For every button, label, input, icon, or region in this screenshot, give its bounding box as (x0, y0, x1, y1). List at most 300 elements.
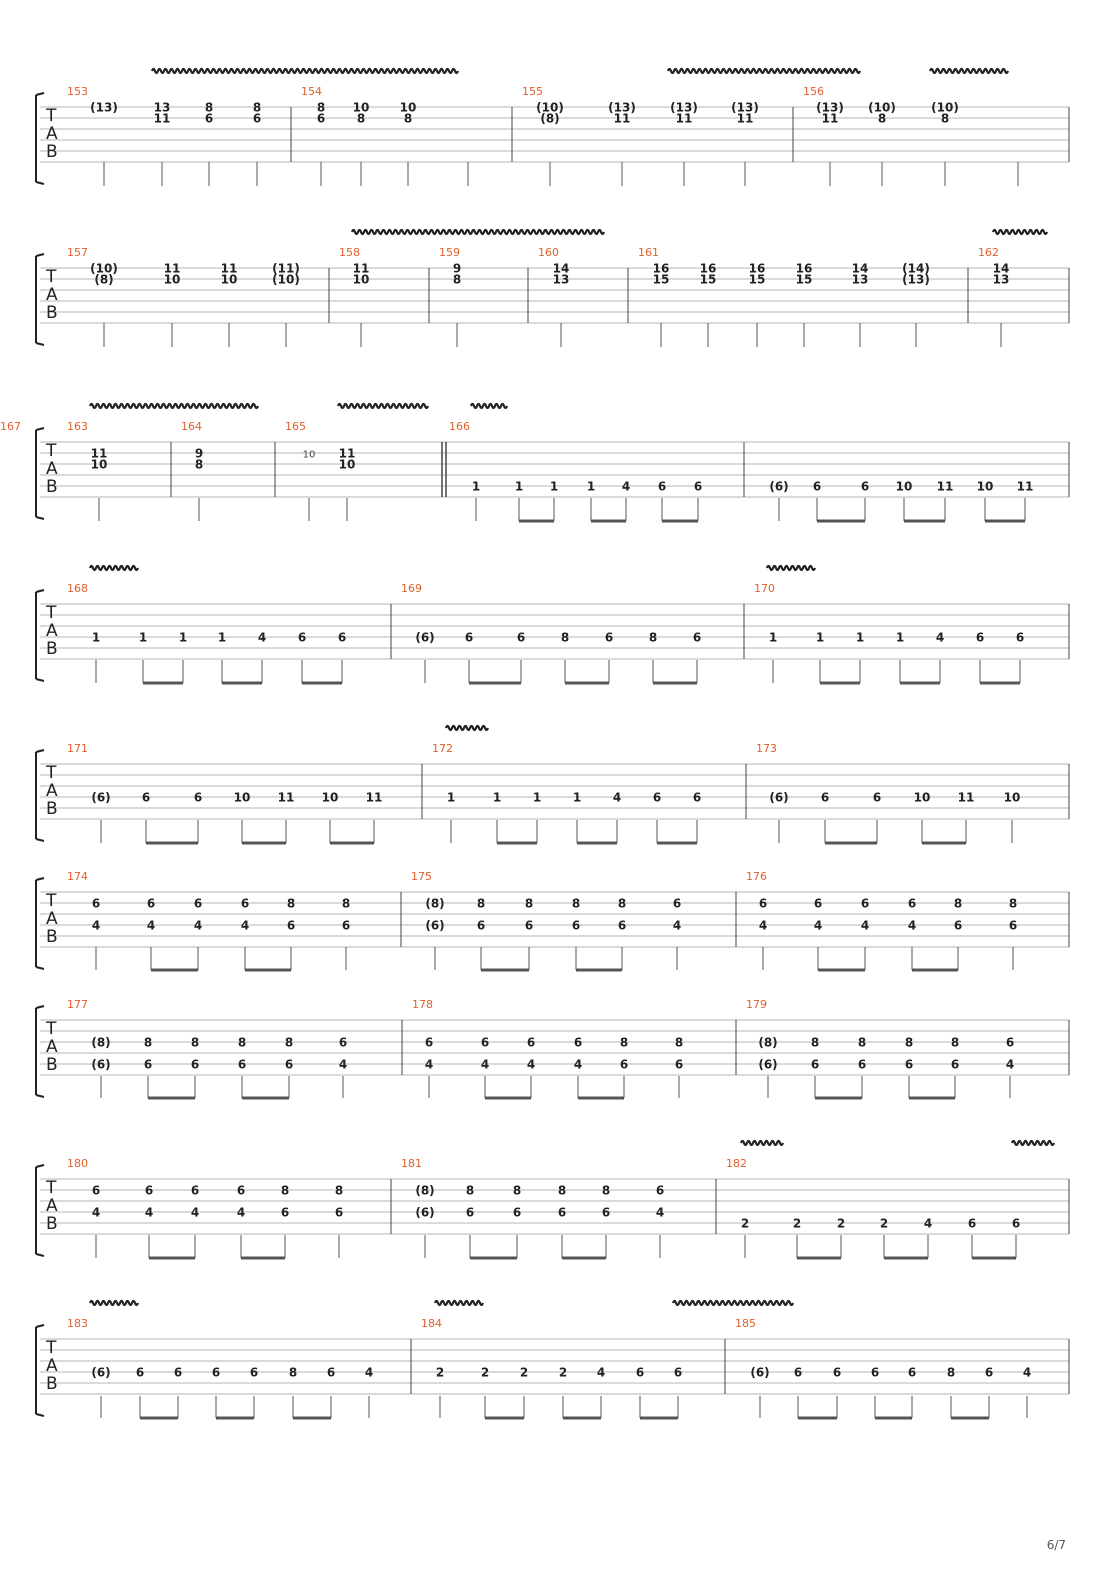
fret-number: 6 (338, 1035, 348, 1050)
fret-number: 8 (280, 1183, 290, 1198)
fret-number: 8 (953, 896, 963, 911)
fret-number: 6 (601, 1205, 611, 1220)
measure-number: 160 (538, 246, 559, 259)
fret-number: 16 (748, 261, 766, 276)
fret-number: 13 (992, 272, 1010, 287)
fret-number: 6 (557, 1205, 567, 1220)
fret-number: 4 (91, 918, 101, 933)
fret-number: (6) (750, 1365, 770, 1380)
fret-number: (6) (425, 918, 445, 933)
fret-number: 6 (236, 1183, 246, 1198)
fret-number: 13 (552, 272, 570, 287)
measure-number: 166 (449, 420, 470, 433)
fret-number: (13) (90, 100, 118, 115)
fret-number: 11 (1016, 479, 1034, 494)
fret-number: 6 (1011, 1216, 1021, 1231)
fret-number: 6 (193, 896, 203, 911)
fret-number: 11 (220, 261, 238, 276)
measure-number: 175 (411, 870, 432, 883)
vibrato-mark (767, 566, 815, 570)
fret-number: 14 (992, 261, 1010, 276)
fret-number: 10 (90, 457, 108, 472)
fret-number: 1 (91, 630, 101, 645)
fret-number: 13 (851, 272, 869, 287)
fret-number: 6 (793, 1365, 803, 1380)
fret-number: (10) (90, 261, 118, 276)
fret-number: 6 (516, 630, 526, 645)
fret-number: 16 (652, 261, 670, 276)
fret-number: 8 (316, 100, 326, 115)
fret-number: 6 (571, 918, 581, 933)
fret-number: 8 (452, 272, 462, 287)
fret-number: 6 (813, 896, 823, 911)
fret-number: 15 (795, 272, 813, 287)
fret-number: 6 (1015, 630, 1025, 645)
fret-number: 6 (907, 896, 917, 911)
fret-number: 6 (635, 1365, 645, 1380)
measure-number: 163 (67, 420, 88, 433)
fret-number: 11 (736, 111, 754, 126)
fret-number: 4 (907, 918, 917, 933)
vibrato-mark (90, 1301, 138, 1305)
tab-clef-letter: T (46, 267, 57, 287)
tab-clef-letter: A (46, 1196, 58, 1216)
measure-number: 174 (67, 870, 88, 883)
fret-number: 4 (621, 479, 631, 494)
fret-number: 6 (135, 1365, 145, 1380)
fret-number: 4 (480, 1057, 490, 1072)
tab-clef-letter: B (46, 477, 58, 497)
measure-number: 183 (67, 1317, 88, 1330)
tab-clef-letter: T (46, 1019, 57, 1039)
fret-number: 4 (573, 1057, 583, 1072)
fret-number: 6 (860, 896, 870, 911)
fret-number: 6 (143, 1057, 153, 1072)
fret-number: (10) (536, 100, 564, 115)
fret-number: 6 (870, 1365, 880, 1380)
fret-number: 6 (252, 111, 262, 126)
fret-number: 10 (976, 479, 994, 494)
tab-clef-letter: A (46, 1037, 58, 1057)
tab-clef-letter: T (46, 763, 57, 783)
fret-number: 1 (815, 630, 825, 645)
fret-number: 6 (211, 1365, 221, 1380)
fret-number: (6) (91, 1365, 111, 1380)
tab-clef-letter: T (46, 106, 57, 126)
fret-number: 6 (692, 790, 702, 805)
fret-number: 8 (465, 1183, 475, 1198)
fret-number: 6 (141, 790, 151, 805)
fret-number: 4 (860, 918, 870, 933)
fret-number: 6 (190, 1057, 200, 1072)
fret-number: 2 (435, 1365, 445, 1380)
measure-number: 178 (412, 998, 433, 1011)
tab-clef-letter: B (46, 1374, 58, 1394)
tab-clef-letter: B (46, 927, 58, 947)
measure-number: 168 (67, 582, 88, 595)
tab-clef-letter: A (46, 285, 58, 305)
vibrato-mark (668, 69, 860, 73)
fret-number: 6 (758, 896, 768, 911)
fret-number: 8 (512, 1183, 522, 1198)
measure-number: 185 (735, 1317, 756, 1330)
fret-number: 6 (872, 790, 882, 805)
measure-number: 181 (401, 1157, 422, 1170)
fret-number: 15 (652, 272, 670, 287)
measure-number: 159 (439, 246, 460, 259)
fret-number: 10 (163, 272, 181, 287)
fret-number: 8 (476, 896, 486, 911)
measure-number: 156 (803, 85, 824, 98)
measure-number: 155 (522, 85, 543, 98)
fret-number: 4 (338, 1057, 348, 1072)
fret-number: 4 (193, 918, 203, 933)
fret-number: 16 (795, 261, 813, 276)
fret-number: 6 (953, 918, 963, 933)
fret-number: 6 (464, 630, 474, 645)
fret-number: 4 (240, 918, 250, 933)
fret-number: 8 (617, 896, 627, 911)
fret-number: 6 (692, 630, 702, 645)
fret-number: 1 (572, 790, 582, 805)
fret-number: 8 (619, 1035, 629, 1050)
fret-number: 6 (1005, 1035, 1015, 1050)
measure-number: 172 (432, 742, 453, 755)
measure-number: 182 (726, 1157, 747, 1170)
fret-number: 4 (146, 918, 156, 933)
fret-number: 14 (552, 261, 570, 276)
fret-number: 6 (144, 1183, 154, 1198)
fret-number: 2 (558, 1365, 568, 1380)
fret-number: 6 (316, 111, 326, 126)
fret-number: 8 (601, 1183, 611, 1198)
fret-number: 8 (857, 1035, 867, 1050)
fret-number: 1 (855, 630, 865, 645)
fret-number: (10) (272, 272, 300, 287)
tab-clef-letter: A (46, 781, 58, 801)
fret-number: 4 (612, 790, 622, 805)
fret-number: 8 (877, 111, 887, 126)
fret-number: 15 (748, 272, 766, 287)
fret-number: 14 (851, 261, 869, 276)
measure-number: 162 (978, 246, 999, 259)
fret-number: 11 (338, 446, 356, 461)
fret-number: 16 (699, 261, 717, 276)
fret-number: 1 (586, 479, 596, 494)
fret-number: 6 (146, 896, 156, 911)
fret-number: 13 (153, 100, 171, 115)
fret-number: 8 (571, 896, 581, 911)
measure-number: 165 (285, 420, 306, 433)
fret-number: 6 (1008, 918, 1018, 933)
measure-number: 176 (746, 870, 767, 883)
fret-number: (14) (902, 261, 930, 276)
fret-number: 4 (596, 1365, 606, 1380)
fret-number: 6 (810, 1057, 820, 1072)
fret-number: 2 (879, 1216, 889, 1231)
measure-number: 153 (67, 85, 88, 98)
fret-number: 8 (284, 1035, 294, 1050)
vibrato-mark (152, 69, 458, 73)
fret-number: 6 (604, 630, 614, 645)
fret-number: 4 (190, 1205, 200, 1220)
fret-number: 6 (286, 918, 296, 933)
fret-number: 8 (288, 1365, 298, 1380)
page-number: 6/7 (1046, 1538, 1066, 1552)
fret-number: 8 (1008, 896, 1018, 911)
fret-number: 6 (832, 1365, 842, 1380)
fret-number: 6 (526, 1035, 536, 1050)
fret-number: 11 (352, 261, 370, 276)
fret-number: (8) (758, 1035, 778, 1050)
fret-number: 6 (975, 630, 985, 645)
fret-number: 4 (526, 1057, 536, 1072)
fret-number: 8 (648, 630, 658, 645)
vibrato-mark (435, 1301, 483, 1305)
vibrato-mark (446, 726, 488, 730)
fret-number: 6 (984, 1365, 994, 1380)
fret-number: 11 (277, 790, 295, 805)
tab-clef-letter: A (46, 124, 58, 144)
tab-clef-letter: B (46, 142, 58, 162)
measure-number: 164 (181, 420, 202, 433)
measure-number: 158 (339, 246, 360, 259)
fret-number: 8 (334, 1183, 344, 1198)
fret-number: 4 (144, 1205, 154, 1220)
vibrato-mark (338, 404, 428, 408)
fret-number: 6 (524, 918, 534, 933)
fret-number: (10) (931, 100, 959, 115)
fret-number: 8 (810, 1035, 820, 1050)
fret-number: (13) (670, 100, 698, 115)
fret-number: 8 (904, 1035, 914, 1050)
fret-number: 6 (573, 1035, 583, 1050)
fret-number: 1 (514, 479, 524, 494)
fret-number: 4 (1005, 1057, 1015, 1072)
fret-number: 8 (194, 457, 204, 472)
fret-number: 8 (341, 896, 351, 911)
tab-clef-letter: A (46, 621, 58, 641)
measure-number: 169 (401, 582, 422, 595)
fret-number: (8) (94, 272, 114, 287)
measure-number: 177 (67, 998, 88, 1011)
fret-number: 1 (492, 790, 502, 805)
fret-number: 4 (1022, 1365, 1032, 1380)
fret-number: 11 (675, 111, 693, 126)
fret-number: 6 (652, 790, 662, 805)
fret-number: 11 (365, 790, 383, 805)
fret-number: (6) (91, 1057, 111, 1072)
vibrato-mark (471, 404, 507, 408)
fret-number: 6 (334, 1205, 344, 1220)
fret-number: 8 (190, 1035, 200, 1050)
measure-number: 170 (754, 582, 775, 595)
fret-number: 8 (143, 1035, 153, 1050)
fret-number: 6 (673, 1365, 683, 1380)
fret-number: 1 (532, 790, 542, 805)
fret-number: 6 (812, 479, 822, 494)
measure-number: 167 (0, 420, 21, 433)
fret-number: 4 (236, 1205, 246, 1220)
measure-number: 180 (67, 1157, 88, 1170)
fret-number: 4 (424, 1057, 434, 1072)
fret-number: (8) (415, 1183, 435, 1198)
fret-number: 8 (286, 896, 296, 911)
fret-number: 6 (672, 896, 682, 911)
tab-clef-letter: B (46, 303, 58, 323)
fret-number: 10 (352, 272, 370, 287)
tab-clef-letter: A (46, 1356, 58, 1376)
vibrato-mark (930, 69, 1008, 73)
fret-number: 11 (957, 790, 975, 805)
tab-clef-letter: A (46, 909, 58, 929)
measure-number: 179 (746, 998, 767, 1011)
fret-number: 10 (352, 100, 370, 115)
fret-number: 4 (672, 918, 682, 933)
fret-number: 6 (424, 1035, 434, 1050)
fret-number: 6 (617, 918, 627, 933)
fret-number: 11 (936, 479, 954, 494)
fret-number: 6 (326, 1365, 336, 1380)
fret-number: 6 (476, 918, 486, 933)
fret-number: 6 (619, 1057, 629, 1072)
vibrato-mark (352, 230, 604, 234)
tab-clef-letter: T (46, 1178, 57, 1198)
fret-number: (11) (272, 261, 300, 276)
fret-number: (8) (425, 896, 445, 911)
tab-clef-letter: B (46, 639, 58, 659)
fret-number: 8 (237, 1035, 247, 1050)
fret-number: (6) (758, 1057, 778, 1072)
tab-clef-letter: T (46, 603, 57, 623)
fret-number: 6 (91, 1183, 101, 1198)
measure-number: 154 (301, 85, 322, 98)
fret-number: 8 (940, 111, 950, 126)
fret-number: 11 (153, 111, 171, 126)
measure-number: 173 (756, 742, 777, 755)
fret-number: (8) (540, 111, 560, 126)
fret-number: 10 (895, 479, 913, 494)
fret-number: 1 (446, 790, 456, 805)
fret-number: 2 (519, 1365, 529, 1380)
fret-number: (6) (415, 1205, 435, 1220)
fret-number: (6) (769, 790, 789, 805)
fret-number: 8 (204, 100, 214, 115)
fret-number: 1 (217, 630, 227, 645)
fret-number: 10 (338, 457, 356, 472)
fret-number: 6 (860, 479, 870, 494)
fret-number: 10 (220, 272, 238, 287)
fret-number: 11 (90, 446, 108, 461)
fret-number: 6 (341, 918, 351, 933)
fret-number: 2 (792, 1216, 802, 1231)
fret-number: 11 (821, 111, 839, 126)
fret-number: 4 (813, 918, 823, 933)
fret-number: (13) (608, 100, 636, 115)
fret-number: 6 (967, 1216, 977, 1231)
tab-clef-letter: B (46, 1055, 58, 1075)
vibrato-mark (1012, 1141, 1054, 1145)
fret-number: 10 (399, 100, 417, 115)
vibrato-mark (90, 404, 258, 408)
fret-number: 1 (178, 630, 188, 645)
fret-number: (6) (415, 630, 435, 645)
fret-number: 10 (913, 790, 931, 805)
fret-number: 4 (923, 1216, 933, 1231)
fret-number: 4 (655, 1205, 665, 1220)
fret-number: 1 (549, 479, 559, 494)
fret-number: 10 (1003, 790, 1021, 805)
fret-number: 8 (403, 111, 413, 126)
fret-number: 6 (480, 1035, 490, 1050)
fret-number: 4 (364, 1365, 374, 1380)
fret-number: 4 (935, 630, 945, 645)
fret-number: 4 (758, 918, 768, 933)
fret-number: 6 (465, 1205, 475, 1220)
fret-number: 6 (857, 1057, 867, 1072)
fret-number: 2 (836, 1216, 846, 1231)
fret-number: 15 (699, 272, 717, 287)
tab-clef-letter: T (46, 441, 57, 461)
fret-number: 6 (693, 479, 703, 494)
fret-number: 6 (280, 1205, 290, 1220)
fret-number: 6 (173, 1365, 183, 1380)
fret-number: 10 (302, 449, 316, 461)
fret-number: 6 (904, 1057, 914, 1072)
fret-number: 9 (452, 261, 462, 276)
fret-number: 8 (950, 1035, 960, 1050)
vibrato-mark (993, 230, 1047, 234)
measure-number: 161 (638, 246, 659, 259)
fret-number: 6 (820, 790, 830, 805)
fret-number: 10 (321, 790, 339, 805)
fret-number: 8 (674, 1035, 684, 1050)
fret-number: 8 (356, 111, 366, 126)
fret-number: 1 (138, 630, 148, 645)
fret-number: 6 (337, 630, 347, 645)
fret-number: 11 (613, 111, 631, 126)
fret-number: 4 (91, 1205, 101, 1220)
tab-clef-letter: T (46, 1338, 57, 1358)
fret-number: (13) (902, 272, 930, 287)
fret-number: 6 (249, 1365, 259, 1380)
tab-clef-letter: B (46, 1214, 58, 1234)
vibrato-mark (90, 566, 138, 570)
tab-clef-letter: A (46, 459, 58, 479)
fret-number: 6 (297, 630, 307, 645)
fret-number: 8 (946, 1365, 956, 1380)
fret-number: 6 (237, 1057, 247, 1072)
fret-number: 6 (190, 1183, 200, 1198)
fret-number: 6 (284, 1057, 294, 1072)
fret-number: 6 (655, 1183, 665, 1198)
fret-number: 1 (895, 630, 905, 645)
fret-number: 6 (950, 1057, 960, 1072)
fret-number: (6) (769, 479, 789, 494)
fret-number: (13) (731, 100, 759, 115)
fret-number: 1 (471, 479, 481, 494)
fret-number: 8 (557, 1183, 567, 1198)
fret-number: 1 (768, 630, 778, 645)
fret-number: 8 (524, 896, 534, 911)
vibrato-mark (741, 1141, 783, 1145)
fret-number: 6 (204, 111, 214, 126)
measure-number: 184 (421, 1317, 442, 1330)
fret-number: (6) (91, 790, 111, 805)
fret-number: 2 (480, 1365, 490, 1380)
fret-number: 11 (163, 261, 181, 276)
fret-number: 6 (674, 1057, 684, 1072)
